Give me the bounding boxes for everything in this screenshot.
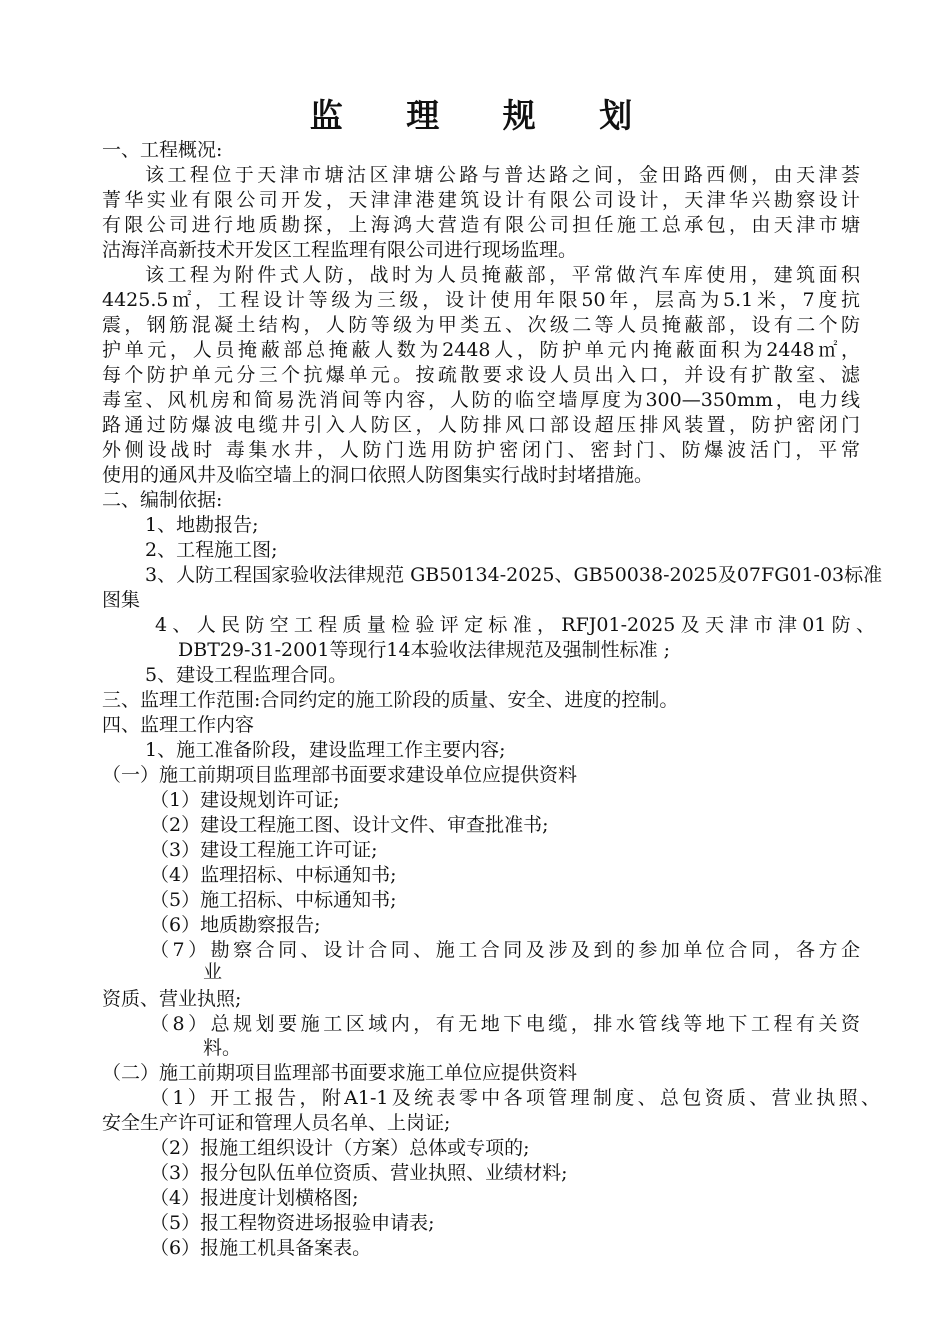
paragraph-line: 该工程为附件式人防，战时为人员掩蔽部，平常做汽车库使用，建筑面积 — [145, 264, 860, 286]
list-item-continuation: DBT29-31-2001等现行14本验收法律规范及强制性标准 ; — [178, 639, 671, 661]
paragraph-line: 使用的通风井及临空墙上的洞口依照人防图集实行战时封堵措施。 — [102, 464, 654, 486]
list-item: （6）报施工机具备案表。 — [150, 1237, 372, 1259]
list-item: （1）建设规划许可证; — [150, 789, 340, 811]
section-heading-overview: 一、工程概况: — [102, 139, 223, 161]
list-item: （6）地质勘察报告; — [150, 914, 321, 936]
paragraph-line: 4425.5㎡，工程设计等级为三级，设计使用年限50年，层高为5.1米，7度抗 — [102, 289, 860, 311]
list-item: （7）勘察合同、设计合同、施工合同及涉及到的参加单位合同，各方企 — [150, 939, 860, 961]
list-item: （8）总规划要施工区域内，有无地下电缆，排水管线等地下工程有关资 — [150, 1013, 860, 1035]
paragraph-line: 外侧设战时 毒集水井，人防门选用防护密闭门、密封门、防爆波活门，平常 — [102, 439, 860, 461]
subsection-heading: （二）施工前期项目监理部书面要求施工单位应提供资料 — [102, 1062, 578, 1084]
section-heading-basis: 二、编制依据: — [102, 489, 223, 511]
paragraph-line: 沽海洋高新技术开发区工程监理有限公司进行现场监理。 — [102, 239, 578, 261]
list-item-continuation: 安全生产许可证和管理人员名单、上岗证; — [102, 1112, 451, 1134]
list-item: （5）报工程物资进场报验申请表; — [150, 1212, 435, 1234]
list-item: （2）建设工程施工图、设计文件、审查批准书; — [150, 814, 549, 836]
paragraph-line: 路通过防爆波电缆井引入人防区，人防排风口部设超压排风装置，防护密闭门 — [102, 414, 860, 436]
list-item-continuation: 业 — [203, 961, 223, 983]
paragraph-line: 震，钢筋混凝土结构，人防等级为甲类五、次级二等人员掩蔽部，设有二个防 — [102, 314, 860, 336]
paragraph-line: 护单元，人员掩蔽部总掩蔽人数为2448人，防护单元内掩蔽面积为2448㎡， — [102, 339, 860, 361]
list-item: 5、建设工程监理合同。 — [145, 664, 348, 686]
paragraph-line: 菁华实业有限公司开发，天津津港建筑设计有限公司设计，天津华兴勘察设计 — [102, 189, 860, 211]
paragraph-line: 该工程位于天津市塘沽区津塘公路与普达路之间，金田路西侧，由天津荟 — [145, 164, 860, 186]
list-item: 2、工程施工图; — [145, 539, 278, 561]
list-item: （4）报进度计划横格图; — [150, 1187, 359, 1209]
section-heading-content: 四、监理工作内容 — [102, 714, 255, 736]
list-item: （2）报施工组织设计（方案）总体或专项的; — [150, 1137, 530, 1159]
list-item: （4）监理招标、中标通知书; — [150, 864, 397, 886]
list-item: 1、地勘报告; — [145, 514, 259, 536]
paragraph-line: 每个防护单元分三个抗爆单元。按疏散要求设人员出入口，并设有扩散室、滤 — [102, 364, 860, 386]
list-item: 4、人民防空工程质量检验评定标准，RFJ01-2025及天津市津01防、 — [155, 614, 875, 636]
list-item: （5）施工招标、中标通知书; — [150, 889, 397, 911]
list-item: （3）建设工程施工许可证; — [150, 839, 378, 861]
subsection-heading: 1、施工准备阶段，建设监理工作主要内容; — [145, 739, 506, 761]
list-item: （3）报分包队伍单位资质、营业执照、业绩材料; — [150, 1162, 568, 1184]
document-title: 监 理 规 划 — [309, 96, 659, 135]
list-item-continuation: 料。 — [203, 1037, 242, 1059]
list-item-continuation: 资质、营业执照; — [102, 988, 242, 1010]
section-heading-scope: 三、监理工作范围:合同约定的施工阶段的质量、安全、进度的控制。 — [102, 689, 679, 711]
list-item: 3、人防工程国家验收法律规范 GB50134-2025、GB50038-2025及07FG01-03标准 — [145, 564, 883, 586]
paragraph-line: 毒室、风机房和简易洗消间等内容，人防的临空墙厚度为300—350mm，电力线 — [102, 389, 860, 411]
subsection-heading: （一）施工前期项目监理部书面要求建设单位应提供资料 — [102, 764, 578, 786]
list-item: （1）开工报告，附A1-1及统表零中各项管理制度、总包资质、营业执照、 — [150, 1087, 880, 1109]
paragraph-line: 有限公司进行地质勘探，上海鸿大营造有限公司担任施工总承包，由天津市塘 — [102, 214, 860, 236]
list-item-continuation: 图集 — [102, 589, 141, 611]
